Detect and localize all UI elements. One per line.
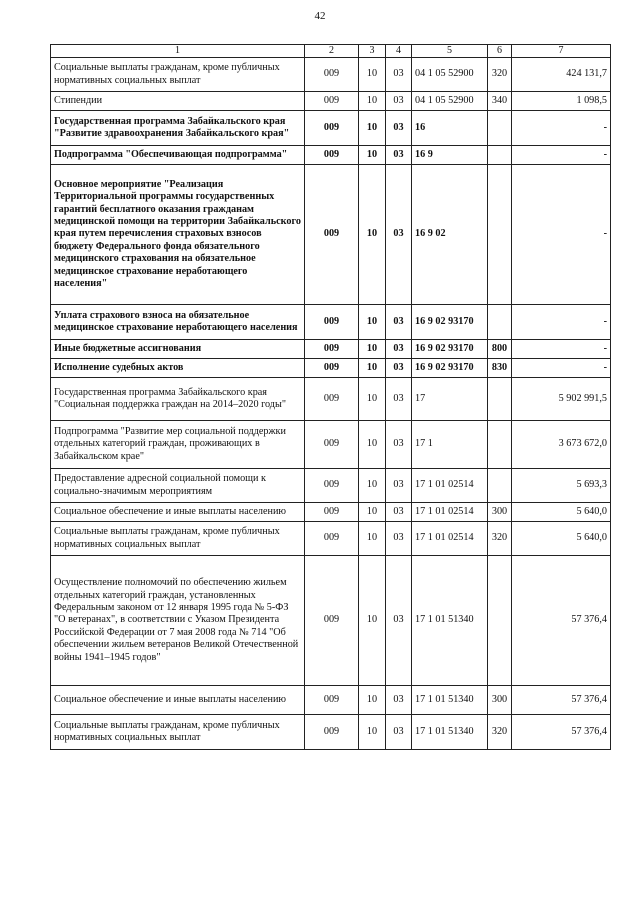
row-description: Социальное обеспечение и иные выплаты населению [51,686,305,715]
row-expense-type: 300 [488,503,512,522]
row-target-article: 16 9 02 93170 [412,305,488,340]
row-target-article: 16 9 02 93170 [412,359,488,378]
row-grbs-code: 009 [305,146,359,165]
row-target-article: 16 9 02 93170 [412,340,488,359]
row-description: Основное мероприятие "Реализация Территориальной программы государственных гарантий бесплатного оказания гражданам медицинской помощи на территории Забайкальского края путем перечисления страховых взносов бюджету Федерального фонда обязательного медицинского страхования на обязательное медицинское страхование неработающего населения" [51,165,305,305]
row-description: Государственная программа Забайкальского края "Социальная поддержка граждан на 2014–2020 годы" [51,378,305,421]
row-target-article: 04 1 05 52900 [412,92,488,111]
row-expense-type: 800 [488,340,512,359]
row-section-code: 10 [359,92,386,111]
row-subsection-code: 03 [386,92,412,111]
row-amount: 57 376,4 [512,556,611,686]
column-header-2: 2 [305,45,359,58]
row-description: Социальные выплаты гражданам, кроме публичных нормативных социальных выплат [51,58,305,92]
row-amount: 424 131,7 [512,58,611,92]
row-grbs-code: 009 [305,305,359,340]
row-amount: - [512,305,611,340]
row-grbs-code: 009 [305,556,359,686]
row-amount: - [512,359,611,378]
row-section-code: 10 [359,686,386,715]
row-amount: - [512,111,611,146]
row-target-article: 17 1 01 02514 [412,469,488,503]
table-row [51,359,611,378]
row-subsection-code: 03 [386,58,412,92]
table-body [51,58,611,750]
row-subsection-code: 03 [386,469,412,503]
row-section-code: 10 [359,165,386,305]
row-section-code: 10 [359,503,386,522]
row-expense-type [488,146,512,165]
row-subsection-code: 03 [386,111,412,146]
table-row [51,522,611,556]
column-header-7: 7 [512,45,611,58]
row-description: Исполнение судебных актов [51,359,305,378]
row-description: Осуществление полномочий по обеспечению жильем отдельных категорий граждан, установленных Федеральным законом от 12 января 1995 года № 5-ФЗ "О ветеранах", в соответствии с Указом Президента Российской Федерации от 7 мая 2008 года № 714 "Об обеспечении жильем ветеранов Великой Отечественной войны 1941–1945 годов" [51,556,305,686]
row-description: Стипендии [51,92,305,111]
row-section-code: 10 [359,421,386,469]
row-expense-type: 320 [488,58,512,92]
row-expense-type: 830 [488,359,512,378]
row-amount: 5 640,0 [512,522,611,556]
table-row [51,421,611,469]
row-description: Подпрограмма "Обеспечивающая подпрограмма" [51,146,305,165]
row-grbs-code: 009 [305,469,359,503]
row-expense-type: 320 [488,715,512,750]
row-subsection-code: 03 [386,503,412,522]
row-subsection-code: 03 [386,556,412,686]
row-target-article: 17 [412,378,488,421]
row-subsection-code: 03 [386,686,412,715]
row-subsection-code: 03 [386,146,412,165]
row-section-code: 10 [359,58,386,92]
row-description: Социальное обеспечение и иные выплаты населению [51,503,305,522]
row-grbs-code: 009 [305,686,359,715]
row-grbs-code: 009 [305,421,359,469]
table-row [51,340,611,359]
row-target-article: 04 1 05 52900 [412,58,488,92]
row-target-article: 16 [412,111,488,146]
row-amount: - [512,146,611,165]
row-expense-type: 300 [488,686,512,715]
row-expense-type [488,421,512,469]
table-row [51,503,611,522]
table-row [51,378,611,421]
row-grbs-code: 009 [305,58,359,92]
row-subsection-code: 03 [386,165,412,305]
row-section-code: 10 [359,146,386,165]
row-target-article: 17 1 01 51340 [412,556,488,686]
row-expense-type [488,111,512,146]
row-grbs-code: 009 [305,111,359,146]
row-description: Подпрограмма "Развитие мер социальной поддержки отдельных категорий граждан, проживающих в Забайкальском крае" [51,421,305,469]
table-row [51,715,611,750]
row-section-code: 10 [359,340,386,359]
row-grbs-code: 009 [305,359,359,378]
row-grbs-code: 009 [305,503,359,522]
column-header-1: 1 [51,45,305,58]
row-amount: 57 376,4 [512,686,611,715]
row-description: Социальные выплаты гражданам, кроме публичных нормативных социальных выплат [51,715,305,750]
row-subsection-code: 03 [386,421,412,469]
row-subsection-code: 03 [386,359,412,378]
row-amount: 5 902 991,5 [512,378,611,421]
row-grbs-code: 009 [305,378,359,421]
column-header-3: 3 [359,45,386,58]
row-amount: 5 693,3 [512,469,611,503]
row-expense-type [488,305,512,340]
table-row [51,165,611,305]
row-section-code: 10 [359,111,386,146]
row-subsection-code: 03 [386,340,412,359]
row-description: Государственная программа Забайкальского края "Развитие здравоохранения Забайкальского края" [51,111,305,146]
table-row [51,556,611,686]
row-expense-type: 340 [488,92,512,111]
row-grbs-code: 009 [305,165,359,305]
row-amount: 5 640,0 [512,503,611,522]
table-row [51,146,611,165]
column-number-row [51,45,611,58]
row-description: Уплата страхового взноса на обязательное медицинское страхование неработающего населения [51,305,305,340]
row-section-code: 10 [359,715,386,750]
row-grbs-code: 009 [305,522,359,556]
column-header-5: 5 [412,45,488,58]
row-grbs-code: 009 [305,340,359,359]
row-expense-type [488,378,512,421]
row-section-code: 10 [359,305,386,340]
table-row [51,58,611,92]
table-row [51,92,611,111]
row-description: Иные бюджетные ассигнования [51,340,305,359]
budget-table [50,44,611,750]
row-target-article: 17 1 [412,421,488,469]
row-subsection-code: 03 [386,715,412,750]
row-section-code: 10 [359,378,386,421]
row-section-code: 10 [359,556,386,686]
table-row [51,111,611,146]
row-amount: 57 376,4 [512,715,611,750]
row-expense-type [488,556,512,686]
column-header-6: 6 [488,45,512,58]
row-target-article: 16 9 [412,146,488,165]
row-amount: - [512,340,611,359]
row-subsection-code: 03 [386,522,412,556]
row-target-article: 17 1 01 51340 [412,715,488,750]
row-section-code: 10 [359,522,386,556]
row-grbs-code: 009 [305,92,359,111]
row-description: Социальные выплаты гражданам, кроме публичных нормативных социальных выплат [51,522,305,556]
row-target-article: 17 1 01 02514 [412,522,488,556]
row-section-code: 10 [359,359,386,378]
row-subsection-code: 03 [386,305,412,340]
row-expense-type [488,165,512,305]
table-row [51,469,611,503]
row-expense-type: 320 [488,522,512,556]
row-subsection-code: 03 [386,378,412,421]
row-amount: - [512,165,611,305]
row-amount: 1 098,5 [512,92,611,111]
row-target-article: 16 9 02 [412,165,488,305]
table-row [51,686,611,715]
row-grbs-code: 009 [305,715,359,750]
row-target-article: 17 1 01 02514 [412,503,488,522]
page-number: 42 [314,10,326,22]
row-expense-type [488,469,512,503]
row-description: Предоставление адресной социальной помощи к социально-значимым мероприятиям [51,469,305,503]
row-section-code: 10 [359,469,386,503]
row-amount: 3 673 672,0 [512,421,611,469]
table-row [51,305,611,340]
column-header-4: 4 [386,45,412,58]
row-target-article: 17 1 01 51340 [412,686,488,715]
